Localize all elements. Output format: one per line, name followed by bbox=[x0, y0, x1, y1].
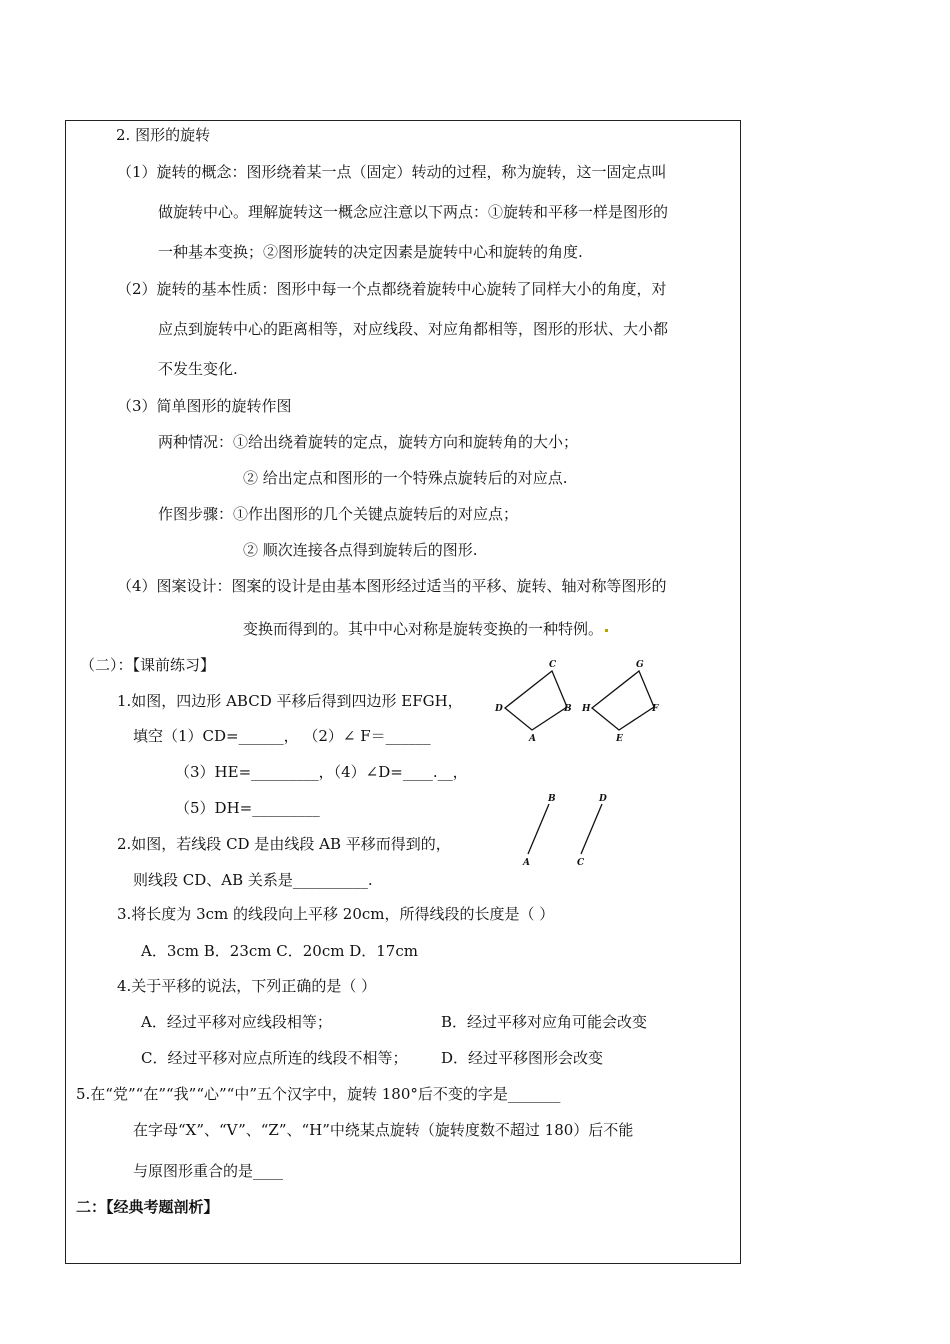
construction-cases-1: 两种情况：①给出绕着旋转的定点，旋转方向和旋转角的大小； bbox=[158, 433, 579, 451]
label-d: D bbox=[495, 704, 503, 714]
construction-title: （3）简单图形的旋转作图 bbox=[117, 397, 292, 415]
label-b: B bbox=[564, 704, 572, 714]
q2-line-1: 2.如图，若线段 CD 是由线段 AB 平移而得到的， bbox=[117, 835, 451, 853]
q4-option-c: C．经过平移对应点所连的线段不相等； bbox=[141, 1049, 408, 1067]
segment-cd bbox=[581, 804, 602, 854]
property-line-1: （2）旋转的基本性质：图形中每一个点都绕着旋转中心旋转了同样大小的角度，对 bbox=[117, 280, 667, 298]
label-a: A bbox=[529, 734, 536, 744]
q1-line-3: （3）HE=_________，（4）∠D=____.__， bbox=[175, 763, 468, 781]
construction-cases-2: ② 给出定点和图形的一个特殊点旋转后的对应点. bbox=[243, 469, 568, 487]
practice-heading: （二）：【课前练习】 bbox=[80, 656, 216, 674]
pattern-line-1: （4）图案设计：图案的设计是由基本图形经过适当的平移、旋转、轴对称等图形的 bbox=[117, 577, 667, 595]
q4-option-a: A．经过平移对应线段相等； bbox=[141, 1013, 332, 1031]
q2-line-2: 则线段 CD、AB 关系是__________. bbox=[133, 871, 373, 889]
label-b2: B bbox=[548, 794, 556, 804]
label-h: H bbox=[582, 704, 591, 714]
construction-steps-2: ② 顺次连接各点得到旋转后的图形. bbox=[243, 541, 478, 559]
quadrilateral-abcd bbox=[505, 671, 567, 730]
q4-line-1: 4.关于平移的说法，下列正确的是（ ） bbox=[117, 977, 377, 995]
section-title: 2. 图形的旋转 bbox=[116, 126, 211, 144]
construction-steps-1: 作图步骤：①作出图形的几个关键点旋转后的对应点； bbox=[158, 505, 519, 523]
concept-line-1: （1）旋转的概念：图形绕着某一点（固定）转动的过程，称为旋转，这一固定点叫 bbox=[117, 163, 667, 181]
concept-line-2: 做旋转中心。理解旋转这一概念应注意以下两点：①旋转和平移一样是图形的 bbox=[158, 203, 669, 221]
label-c: C bbox=[549, 660, 557, 670]
property-line-2: 应点到旋转中心的距离相等，对应线段、对应角都相等，图形的形状、大小都 bbox=[158, 320, 669, 338]
q4-option-b: B．经过平移对应角可能会改变 bbox=[441, 1013, 648, 1031]
quadrilateral-efgh bbox=[592, 671, 654, 730]
segment-ab bbox=[528, 804, 549, 854]
q3-line-1: 3.将长度为 3cm 的线段向上平移 20cm，所得线段的长度是（ ） bbox=[117, 905, 555, 923]
label-g: G bbox=[636, 660, 644, 670]
label-a2: A bbox=[523, 858, 530, 868]
label-d2: D bbox=[599, 794, 607, 804]
q1-line-4: （5）DH=_________ bbox=[175, 799, 320, 817]
label-f: F bbox=[652, 704, 659, 714]
quadrilateral-figure bbox=[485, 655, 675, 745]
q5-line-3: 与原图形重合的是____ bbox=[133, 1162, 284, 1180]
q3-options: A．3cm B．23cm C．20cm D．17cm bbox=[141, 942, 418, 960]
label-e: E bbox=[616, 734, 623, 744]
concept-line-3: 一种基本变换；②图形旋转的决定因素是旋转中心和旋转的角度. bbox=[158, 243, 583, 261]
segment-figure bbox=[515, 790, 615, 870]
q5-line-1: 5.在“党”“在”“我”“心”“中”五个汉字中，旋转 180°后不变的字是_______ bbox=[76, 1085, 561, 1103]
q5-line-2: 在字母“X”、“V”、“Z”、“H”中绕某点旋转（旋转度数不超过 180）后不能 bbox=[133, 1121, 634, 1139]
q1-line-2: 填空（1）CD=______， （2）∠ F＝______ bbox=[133, 727, 431, 745]
classic-heading: 二：【经典考题剖析】 bbox=[76, 1198, 219, 1216]
q1-line-1: 1.如图，四边形 ABCD 平移后得到四边形 EFGH， bbox=[117, 692, 463, 710]
q4-option-d: D．经过平移图形会改变 bbox=[441, 1049, 604, 1067]
pattern-line-2: 变换而得到的。其中中心对称是旋转变换的一种特例。 bbox=[243, 620, 608, 638]
property-line-3: 不发生变化. bbox=[158, 360, 238, 378]
label-c2: C bbox=[577, 858, 585, 868]
